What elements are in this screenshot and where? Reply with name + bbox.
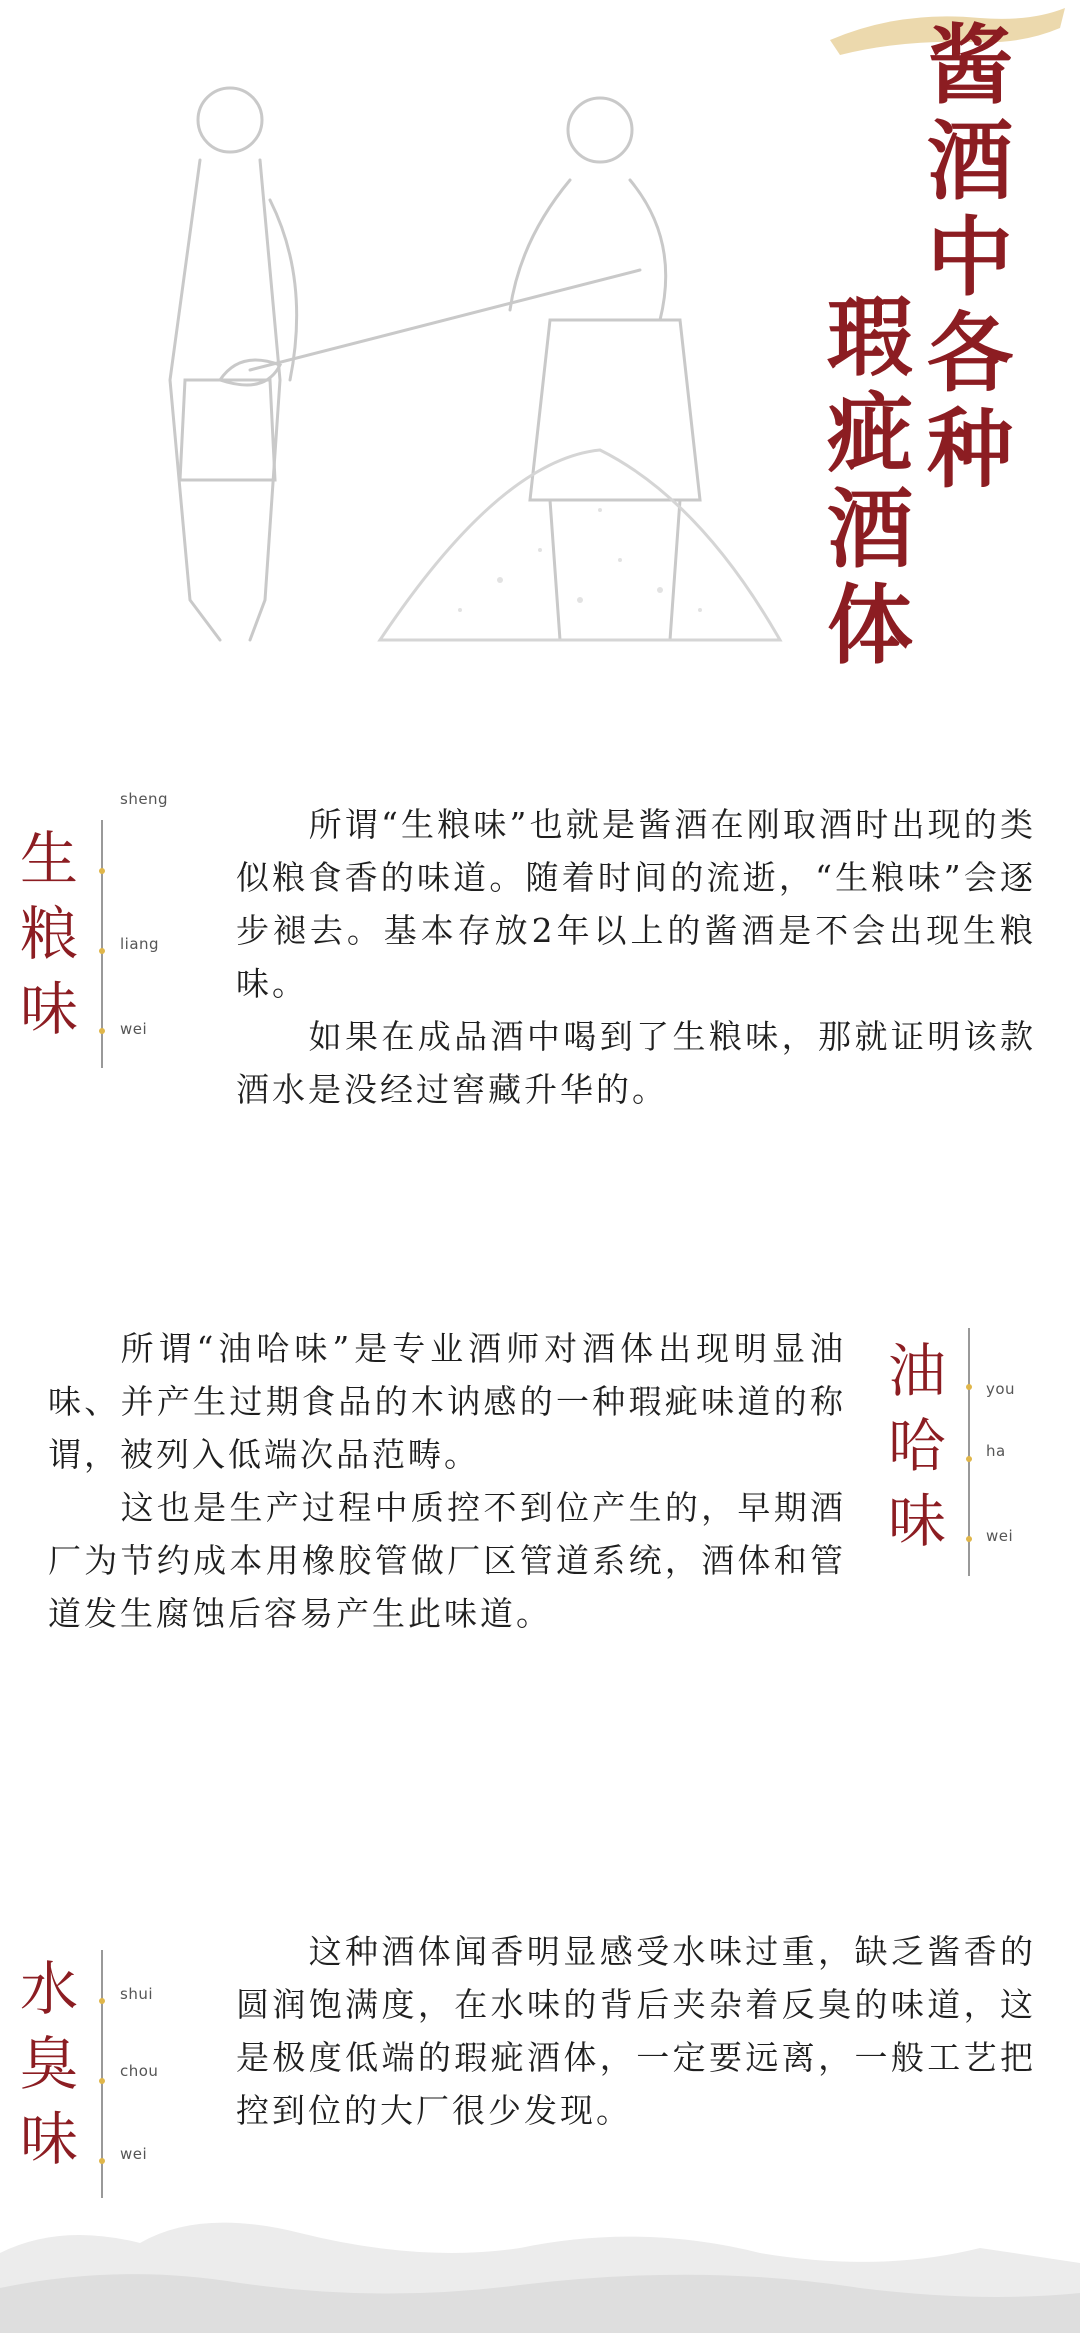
- term-divider: [101, 1950, 103, 2198]
- term-shuichouwei: 水臭味: [19, 1955, 78, 2173]
- pinyin-label: wei: [120, 2145, 148, 2163]
- title-column-2: 瑕疵酒体: [827, 287, 913, 676]
- pinyin-label: shui: [120, 1985, 153, 2003]
- pinyin-dot: [99, 2158, 105, 2164]
- paragraph: 如果在成品酒中喝到了生粮味，那就证明该款酒水是没经过窖藏升华的。: [236, 1017, 1036, 1109]
- pinyin-dot: [966, 1456, 972, 1462]
- ink-mountains-decoration: [0, 2193, 1080, 2333]
- pinyin-dot: [99, 868, 105, 874]
- pinyin-dot: [99, 1028, 105, 1034]
- paragraph-block: [48, 1322, 846, 1640]
- paragraph: 这也是生产过程中质控不到位产生的，早期酒厂为节约成本用橡胶管做厂区管道系统，酒体和管道发生腐蚀后容易产生此味道。: [48, 1488, 846, 1633]
- workers-illustration: [80, 80, 800, 720]
- term-divider: [968, 1328, 970, 1576]
- pinyin-label: you: [986, 1380, 1016, 1398]
- paragraph-block: [236, 798, 1036, 1116]
- pinyin-label: wei: [120, 1020, 148, 1038]
- pinyin-dot: [966, 1384, 972, 1390]
- pinyin-dot: [99, 1998, 105, 2004]
- paragraph: 所谓“生粮味”也就是酱酒在刚取酒时出现的类似粮食香的味道。随着时间的流逝，“生粮味”会逐步褪去。基本存放2年以上的酱酒是不会出现生粮味。: [236, 805, 1036, 1003]
- title-column-1: 酱酒中各种: [927, 15, 1013, 500]
- term-youhawei: 油哈味: [887, 1337, 946, 1555]
- pinyin-dot: [99, 2078, 105, 2084]
- pinyin-label: ha: [986, 1442, 1006, 1460]
- pinyin-label: chou: [120, 2062, 159, 2080]
- pinyin-label: wei: [986, 1527, 1014, 1545]
- pinyin-dot: [99, 948, 105, 954]
- term-shengliangwei: 生粮味: [19, 825, 78, 1043]
- pinyin-dot: [966, 1536, 972, 1542]
- paragraph-block: [236, 1925, 1036, 2137]
- pinyin-label: sheng: [120, 790, 169, 808]
- paragraph: 这种酒体闻香明显感受水味过重，缺乏酱香的圆润饱满度，在水味的背后夹杂着反臭的味道，这是极度低端的瑕疵酒体，一定要远离，一般工艺把控到位的大厂很少发现。: [236, 1932, 1036, 2130]
- pinyin-label: liang: [120, 935, 160, 953]
- paragraph: 所谓“油哈味”是专业酒师对酒体出现明显油味、并产生过期食品的木讷感的一种瑕疵味道的称谓，被列入低端次品范畴。: [48, 1329, 846, 1474]
- term-divider: [101, 820, 103, 1068]
